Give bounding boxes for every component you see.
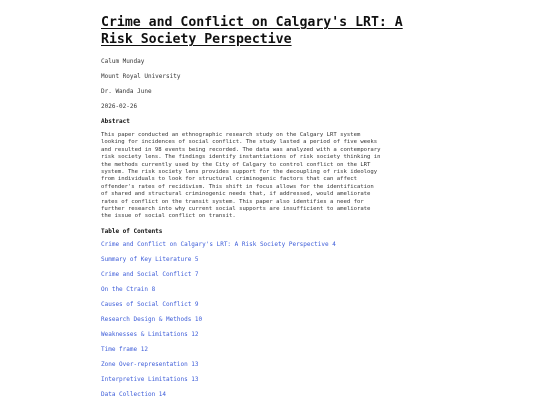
toc-item: [101, 301, 441, 316]
toc-link[interactable]: Crime and Social Conflict 7: [101, 270, 199, 278]
toc-item: [101, 241, 441, 256]
document-page: [101, 14, 441, 406]
toc-item: [101, 331, 441, 346]
toc-item: [101, 271, 441, 286]
toc-item: [101, 256, 441, 271]
toc-link[interactable]: Weaknesses & Limitations 12: [101, 330, 199, 338]
toc-item: [101, 376, 441, 391]
abstract-text: This paper conducted an ethnographic research study on the Calgary LRT system looking for incidences of social conflict. The study lasted a period of five weeks and resulted in 98 events being recorded. The data was analyzed with a contemporary risk society lens. The findings identify instantiations of risk society thinking in the methods currently used by the City of Calgary to control conflict on the LRT system. The risk society lens provides support for the decoupling of risk ideology from individuals to look for structural criminogenic factors that can affect offender's rates of recidivism. This shift in focus allows for the identification of shared and structural criminogenic needs that, if addressed, would ameliorate rates of conflict on the transit system. This paper also identifies a need for further research into why current social supports are insufficient to ameliorate the issue of social conflict on transit.: [101, 132, 381, 220]
table-of-contents: [101, 241, 441, 406]
instructor-name: Dr. Wanda June: [101, 88, 152, 95]
toc-link[interactable]: On the Ctrain 8: [101, 285, 156, 293]
abstract-heading: Abstract: [101, 118, 130, 125]
toc-item: [101, 316, 441, 331]
toc-item: [101, 286, 441, 301]
author-name: Calum Munday: [101, 58, 145, 65]
page-title: Crime and Conflict on Calgary's LRT: A Risk Society Perspective: [101, 15, 403, 47]
toc-link[interactable]: Data Collection 14: [101, 390, 167, 398]
toc-link[interactable]: Research Design & Methods 10: [101, 315, 203, 323]
toc-item: [101, 346, 441, 361]
toc-link[interactable]: Interpretive Limitations 13: [101, 375, 199, 383]
toc-item: [101, 361, 441, 376]
toc-link[interactable]: Time frame 12: [101, 345, 148, 353]
toc-item: [101, 391, 441, 406]
toc-link[interactable]: Zone Over-representation 13: [101, 360, 199, 368]
toc-link[interactable]: Crime and Conflict on Calgary's LRT: A Risk Society Perspective 4: [101, 240, 336, 248]
toc-link[interactable]: Summary of Key Literature 5: [101, 255, 199, 263]
toc-link[interactable]: Causes of Social Conflict 9: [101, 300, 199, 308]
institution-name: Mount Royal University: [101, 73, 181, 80]
toc-heading: Table of Contents: [101, 227, 163, 235]
document-date: 2026-02-26: [101, 103, 138, 110]
